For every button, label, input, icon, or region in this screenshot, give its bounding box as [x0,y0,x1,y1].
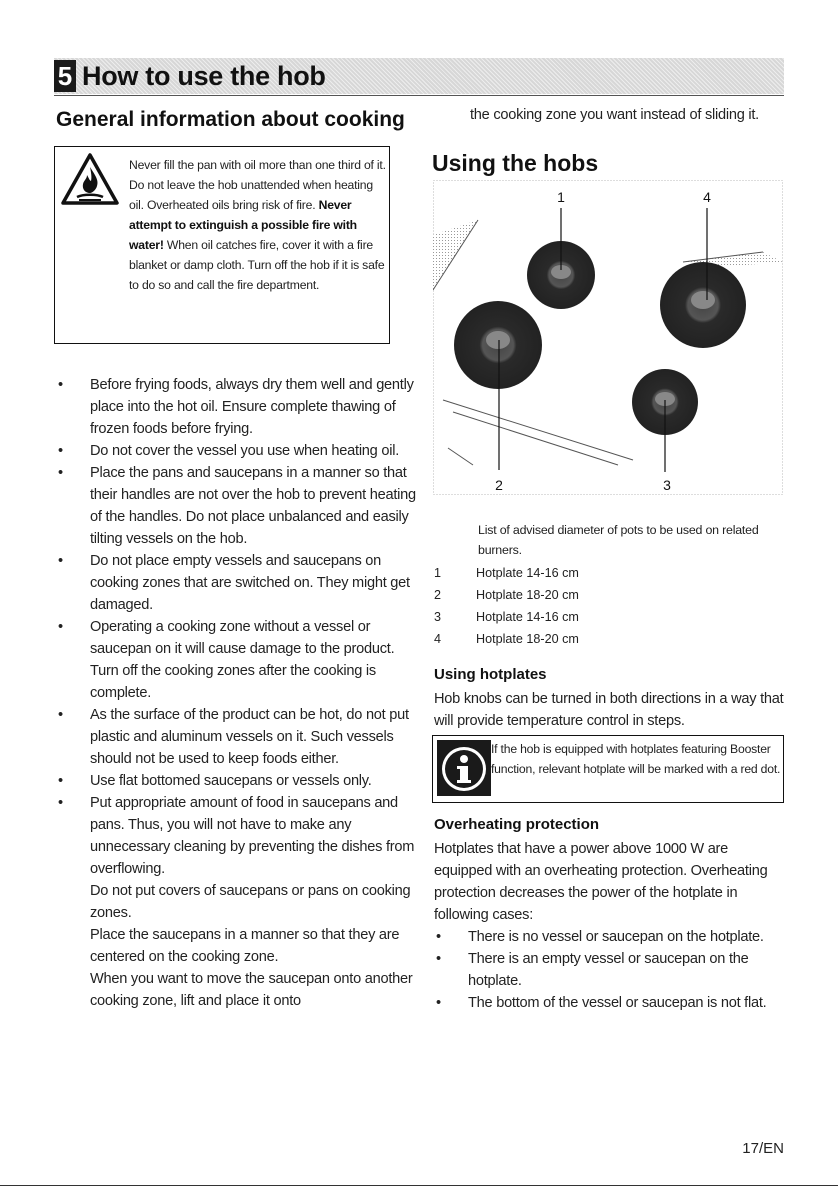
diagram-label-1: 1 [557,189,565,205]
legend-row [434,584,734,606]
fire-warning-box [54,146,390,344]
list-item: • Operating a cooking zone without a vessel or saucepan on it will cause damage to the product. Turn off the cooking zones after the cooking is complete. [56,616,416,704]
section-header [54,58,784,94]
overheating-text: Hotplates that have a power above 1000 W are equipped with an overheating protection. Overheating protection decreases the power of the hotplate in following cases: [434,841,768,923]
hotplate-legend [434,562,734,650]
legend-text: Hotplate 14-16 cm [476,610,579,624]
section-title: How to use the hob [82,61,326,91]
legend-text: Hotplate 18-20 cm [476,588,579,602]
warning-text-part: Never fill the pan with oil more than one third of it. Do not leave the hob unattended when heating oil. Overheated oils bring risk of fire. [129,158,386,212]
overheating-heading: Overheating protection [434,816,600,833]
diagram-caption: List of advised diameter of pots to be used on related burners. [478,523,759,557]
legend-text: Hotplate 14-16 cm [476,566,579,580]
legend-number: 4 [434,632,442,646]
cooking-tips-list [56,374,416,1012]
info-box [432,735,784,803]
legend-number: 1 [434,566,442,580]
list-continuation: Place the saucepans in a manner so that they are centered on the cooking zone. [90,927,400,965]
legend-row [434,606,734,628]
list-item: • Do not place empty vessels and saucepans on cooking zones that are switched on. They might get damaged. [56,550,416,616]
list-item: • Do not cover the vessel you use when heating oil. [56,440,416,462]
list-item: • Use flat bottomed saucepans or vessels only. [56,770,416,792]
footer-divider [0,1185,838,1186]
list-continuation: When you want to move the saucepan onto another cooking zone, lift and place it onto [90,971,413,1009]
using-hotplates-text: Hob knobs can be turned in both directions in a way that will provide temperature control in steps. [434,691,784,729]
using-hobs-heading: Using the hobs [432,150,599,176]
diagram-label-4: 4 [703,189,711,205]
section-number: 5 [54,60,76,92]
fire-warning-text [129,155,387,295]
overheating-cases-list [434,926,794,1014]
list-item: • Place the pans and saucepans in a manner so that their handles are not over the hob to prevent heating of the handles. Do not place unbalanced and easily tilting vessels on the hob. [56,462,416,550]
hob-diagram [433,180,783,495]
list-continuation: Do not put covers of saucepans or pans on cooking zones. [90,883,411,921]
page-number: 17/EN [742,1140,784,1157]
list-item: • The bottom of the vessel or saucepan is not flat. [434,992,794,1014]
header-divider [54,95,784,96]
list-item: • Put appropriate amount of food in saucepans and pans. Thus, you will not have to make any unnecessary cleaning by preventing the dishes from overflowing. [56,792,416,880]
legend-number: 3 [434,610,442,624]
info-icon [437,740,491,796]
continued-text: the cooking zone you want instead of sliding it. [470,107,759,123]
list-item: • There is no vessel or saucepan on the hotplate. [434,926,794,948]
warning-text-part: When oil catches fire, cover it with a fire blanket or damp cloth. Turn off the hob if it is safe to do so and call the fire department. [129,238,385,292]
diagram-label-2: 2 [495,477,503,493]
fire-hazard-icon [61,153,119,205]
list-item: • As the surface of the product can be hot, do not put plastic and aluminum vessels on it. Such vessels should not be used to keep foods either. [56,704,416,770]
info-text: If the hob is equipped with hotplates featuring Booster function, relevant hotplate will be marked with a red dot. [491,742,781,776]
list-item: • There is an empty vessel or saucepan on the hotplate. [434,948,794,992]
legend-row [434,628,734,650]
list-item: • Before frying foods, always dry them well and gently place into the hot oil. Ensure complete thawing of frozen foods before frying. [56,374,416,440]
legend-text: Hotplate 18-20 cm [476,632,579,646]
using-hotplates-heading: Using hotplates [434,666,547,683]
warning-emphasis: Never attempt to extinguish a possible fire with water! [129,198,357,252]
legend-number: 2 [434,588,442,602]
legend-row [434,562,734,584]
diagram-label-3: 3 [663,477,671,493]
general-info-heading: General information about cooking [56,108,405,131]
